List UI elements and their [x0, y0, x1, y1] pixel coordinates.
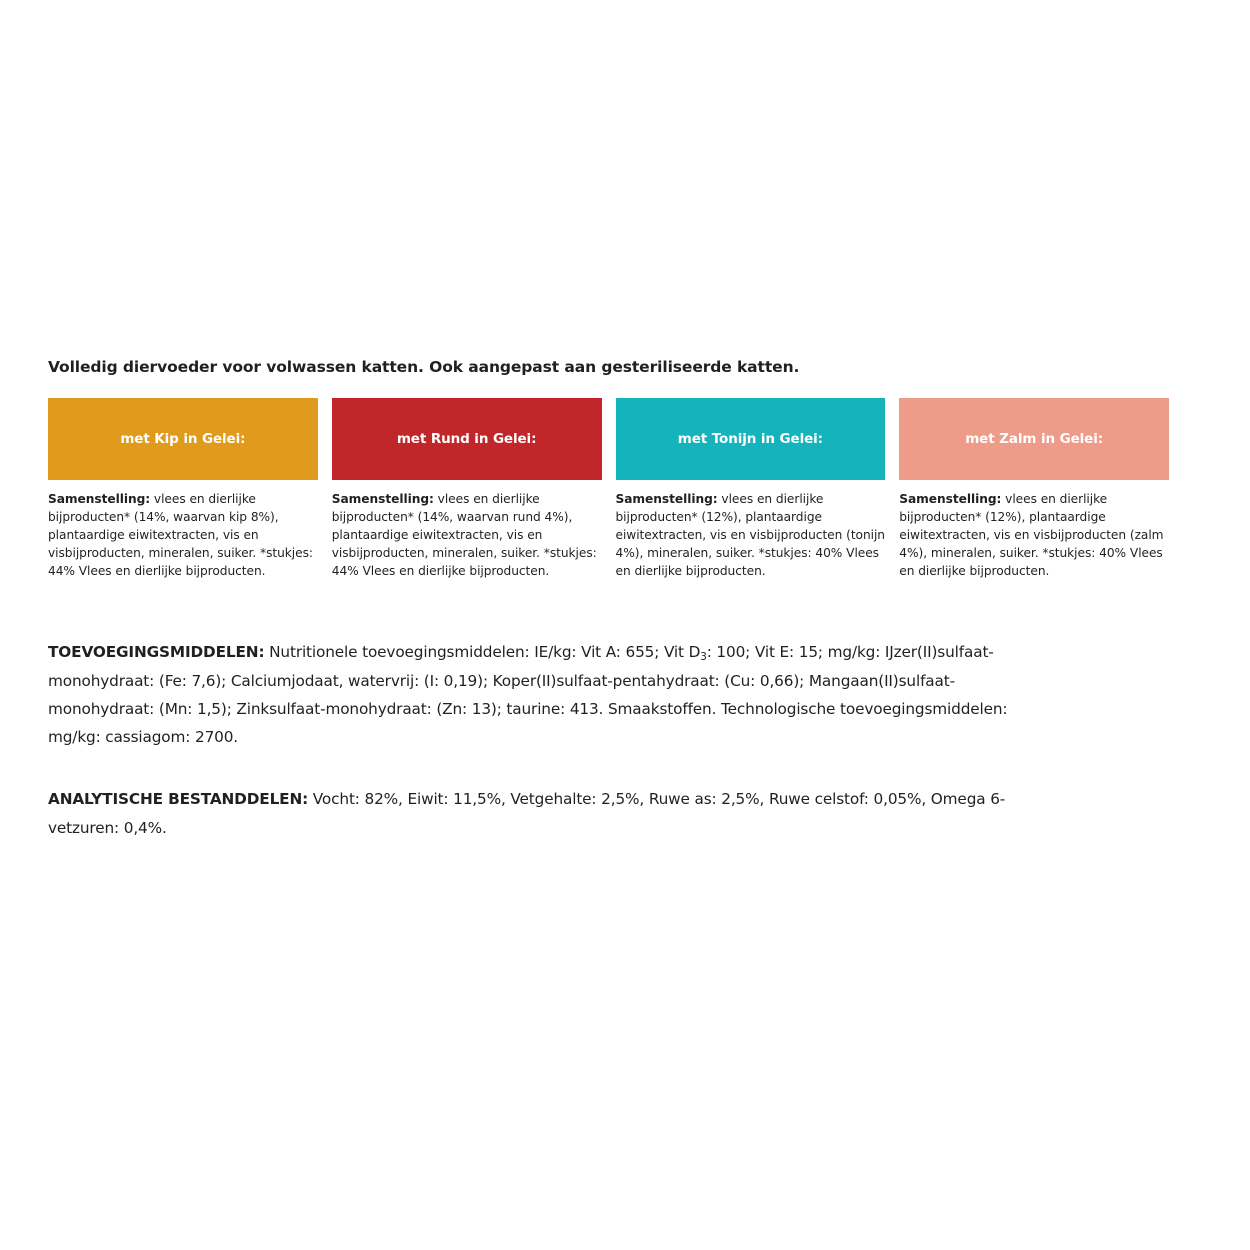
variant-card-rund: [332, 398, 602, 580]
variant-composition-tonijn: [616, 490, 886, 580]
composition-text: vlees en dierlijke bijproducten* (12%), plantaardige eiwitextracten, vis en visbijproducten (zalm 4%), mineralen, suiker. *stukjes: 40% Vlees en dierlijke bijproducten.: [899, 492, 1164, 579]
composition-label: Samenstelling:: [48, 492, 151, 506]
composition-label: Samenstelling:: [615, 492, 718, 506]
composition-text: vlees en dierlijke bijproducten* (12%), plantaardige eiwitextracten, vis en visbijproducten (tonijn 4%), mineralen, suiker. *stukjes: 40% Vlees en dierlijke bijproducten.: [615, 492, 885, 579]
variant-composition-rund: [332, 490, 602, 580]
variant-header-kip: met Kip in Gelei:: [48, 398, 318, 480]
analytical-label: ANALYTISCHE BESTANDDELEN:: [48, 790, 309, 809]
additives-text-part2: : 100; Vit E: 15; mg/kg: IJzer(II)sulfaat-monohydraat: (Fe: 7,6); Calciumjodaat, watervrij: (I: 0,19); Koper(II)sulfaat-pentahydraat: (Cu: 0,66); Mangaan(II)sulfaat-monohydraat: (Mn: 1,5); Zinksulfaat-monohydraat: (Zn: 13); taurine: 413. Smaakstoffen. Technologische toevoegingsmiddelen: mg/kg: cassiagom: 2700.: [48, 643, 1008, 747]
variant-card-tonijn: [616, 398, 886, 580]
variant-header-tonijn: met Tonijn in Gelei:: [616, 398, 886, 480]
variant-header-zalm: met Zalm in Gelei:: [899, 398, 1169, 480]
additives-label: TOEVOEGINGSMIDDELEN:: [48, 643, 265, 662]
variant-grid: [48, 398, 1169, 580]
analytical-text: Vocht: 82%, Eiwit: 11,5%, Vetgehalte: 2,5%, Ruwe as: 2,5%, Ruwe celstof: 0,05%, Omega 6-vetzuren: 0,4%.: [48, 790, 1006, 837]
analytical-block: [48, 785, 1048, 842]
variant-card-kip: [48, 398, 318, 580]
variant-card-zalm: [899, 398, 1169, 580]
variant-composition-kip: [48, 490, 318, 580]
intro-text: Volledig diervoeder voor volwassen katten. Ook aangepast aan gesteriliseerde katten.: [48, 358, 800, 376]
additives-block: [48, 638, 1048, 751]
product-info-sheet: [48, 358, 1203, 842]
composition-label: Samenstelling:: [331, 492, 434, 506]
composition-label: Samenstelling:: [899, 492, 1002, 506]
variant-composition-zalm: [899, 490, 1169, 580]
additives-subscript: 3: [700, 651, 707, 664]
composition-text: vlees en dierlijke bijproducten* (14%, waarvan rund 4%), plantaardige eiwitextracten, vis en visbijproducten, mineralen, suiker. *stukjes: 44% Vlees en dierlijke bijproducten.: [331, 492, 597, 579]
composition-text: vlees en dierlijke bijproducten* (14%, waarvan kip 8%), plantaardige eiwitextracten, vis en visbijproducten, mineralen, suiker. *stukjes: 44% Vlees en dierlijke bijproducten.: [48, 492, 313, 579]
additives-text-part1: Nutritionele toevoegingsmiddelen: IE/kg: Vit A: 655; Vit D: [264, 643, 701, 662]
variant-header-rund: met Rund in Gelei:: [332, 398, 602, 480]
